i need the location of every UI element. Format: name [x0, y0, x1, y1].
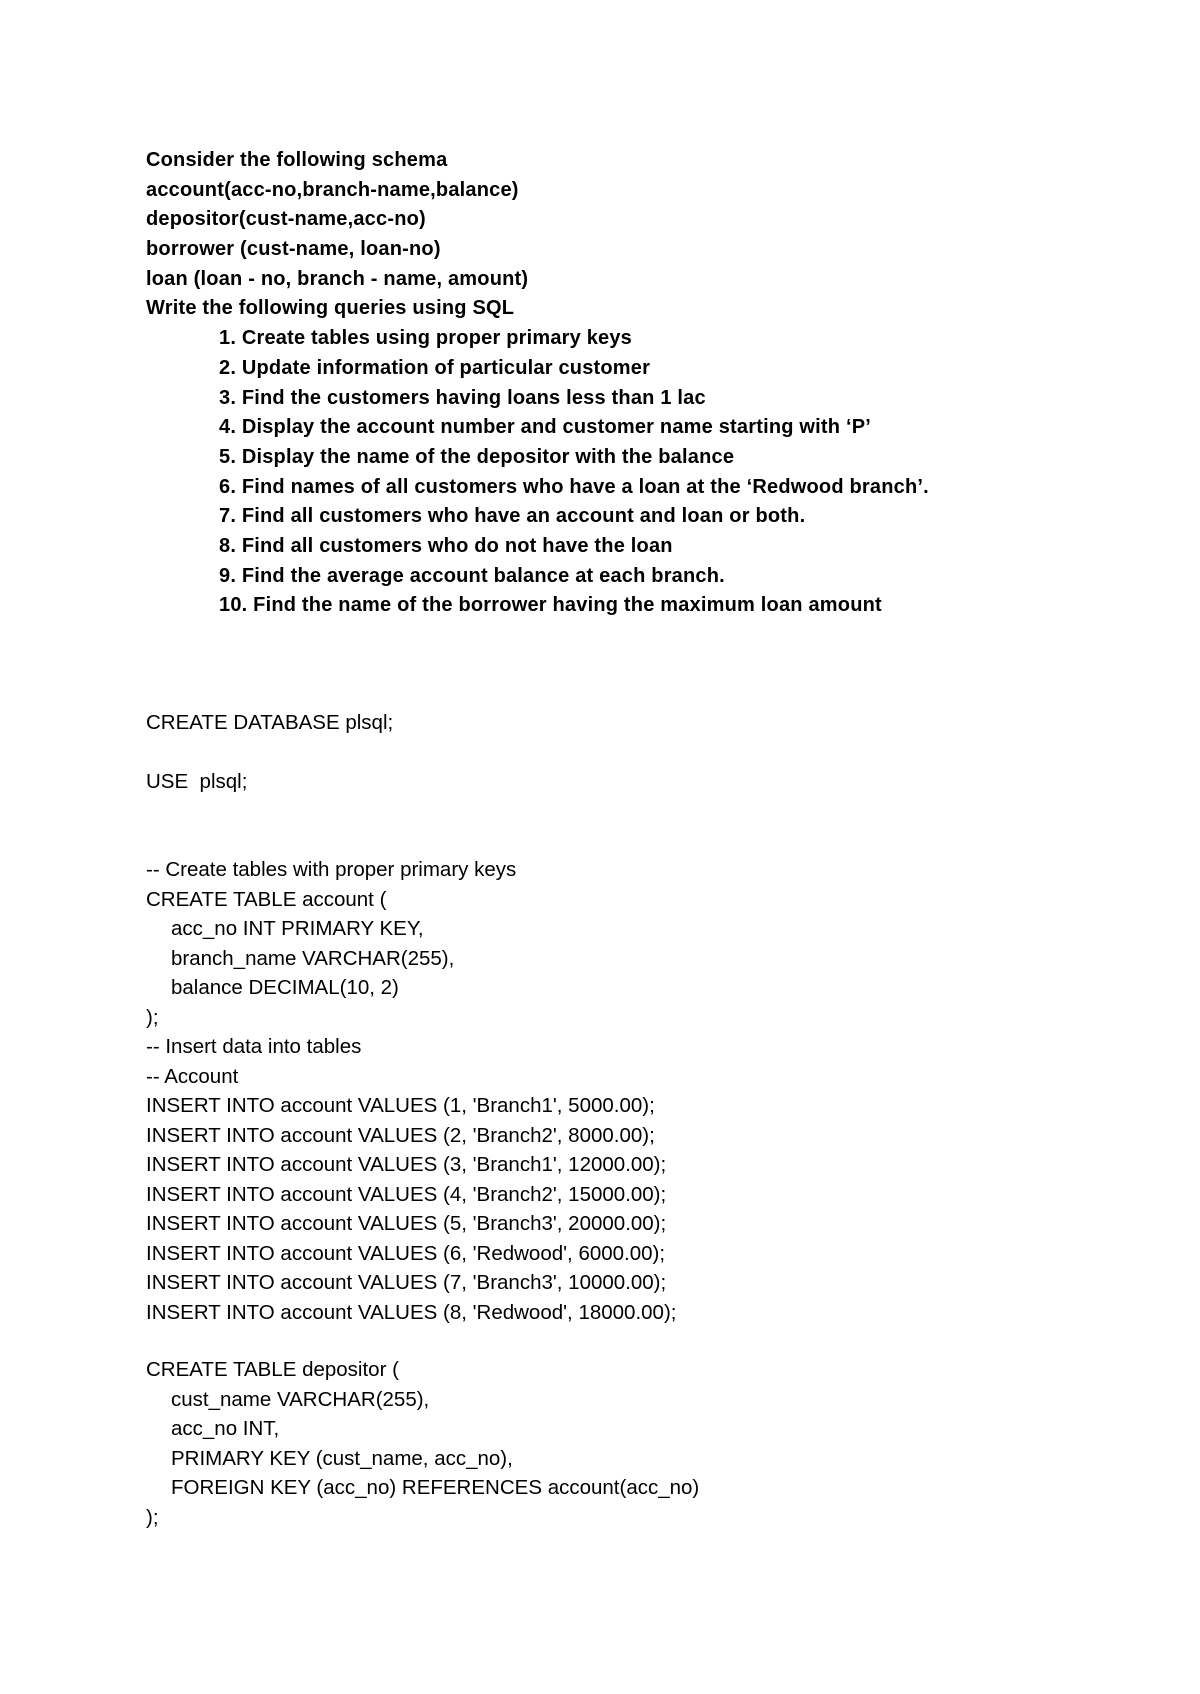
- depositor-primary-key: PRIMARY KEY (cust_name, acc_no),: [171, 1446, 513, 1470]
- schema-table-borrower: borrower (cust-name, loan-no): [146, 238, 441, 261]
- instruction-line: Write the following queries using SQL: [146, 297, 515, 320]
- insert-statement: INSERT INTO account VALUES (5, 'Branch3', 20000.00);: [146, 1212, 667, 1235]
- depositor-foreign-key: FOREIGN KEY (acc_no) REFERENCES account(acc_no): [171, 1476, 700, 1499]
- insert-statement: INSERT INTO account VALUES (4, 'Branch2', 15000.00);: [146, 1182, 667, 1206]
- question-item: 1. Create tables using proper primary keys: [219, 327, 633, 350]
- insert-statement: INSERT INTO account VALUES (1, 'Branch1', 5000.00);: [146, 1094, 655, 1117]
- schema-table-loan: loan (loan - no, branch - name, amount): [146, 267, 529, 290]
- insert-statement: INSERT INTO account VALUES (8, 'Redwood', 18000.00);: [146, 1300, 677, 1324]
- assignment-header: [146, 146, 1106, 621]
- create-depositor-open: CREATE TABLE depositor (: [146, 1358, 399, 1381]
- question-item: 3. Find the customers having loans less than 1 lac: [219, 386, 706, 409]
- comment-create-tables: -- Create tables with proper primary keys: [146, 858, 517, 881]
- question-item: 6. Find names of all customers who have a loan at the ‘Redwood branch’.: [219, 475, 929, 498]
- question-item: 7. Find all customers who have an account and loan or both.: [219, 505, 806, 528]
- use-database-statement: USE plsql;: [146, 770, 248, 793]
- question-item: 9. Find the average account balance at each branch.: [219, 564, 725, 587]
- code-depositor-section: [146, 1355, 1106, 1532]
- schema-heading: Consider the following schema: [146, 149, 448, 171]
- code-use-database: [146, 767, 1106, 797]
- insert-statement: INSERT INTO account VALUES (7, 'Branch3', 10000.00);: [146, 1271, 667, 1294]
- create-depositor-close: );: [146, 1505, 159, 1529]
- question-item: 2. Update information of particular customer: [219, 356, 651, 379]
- create-account-open: CREATE TABLE account (: [146, 887, 387, 911]
- account-column-balance: balance DECIMAL(10, 2): [171, 976, 399, 999]
- comment-insert-data: -- Insert data into tables: [146, 1035, 362, 1058]
- question-item: 10. Find the name of the borrower having the maximum loan amount: [219, 594, 882, 617]
- question-item: 5. Display the name of the depositor with the balance: [219, 445, 735, 468]
- code-account-section: [146, 855, 1106, 1327]
- account-column-acc-no: acc_no INT PRIMARY KEY,: [171, 917, 424, 940]
- insert-statement: INSERT INTO account VALUES (2, 'Branch2', 8000.00);: [146, 1123, 655, 1147]
- insert-statement: INSERT INTO account VALUES (3, 'Branch1', 12000.00);: [146, 1153, 667, 1176]
- insert-statement: INSERT INTO account VALUES (6, 'Redwood', 6000.00);: [146, 1241, 666, 1265]
- create-account-close: );: [146, 1005, 159, 1029]
- depositor-column-acc-no: acc_no INT,: [171, 1417, 280, 1440]
- question-item: 4. Display the account number and customer name starting with ‘P’: [219, 416, 872, 439]
- question-item: 8. Find all customers who do not have the loan: [219, 534, 673, 557]
- account-column-branch-name: branch_name VARCHAR(255),: [171, 946, 455, 970]
- create-database-statement: CREATE DATABASE plsql;: [146, 711, 394, 734]
- depositor-column-cust-name: cust_name VARCHAR(255),: [171, 1387, 430, 1411]
- schema-table-depositor: depositor(cust-name,acc-no): [146, 208, 426, 231]
- schema-table-account: account(acc-no,branch-name,balance): [146, 178, 519, 201]
- code-create-database: [146, 708, 1106, 738]
- comment-account: -- Account: [146, 1064, 239, 1088]
